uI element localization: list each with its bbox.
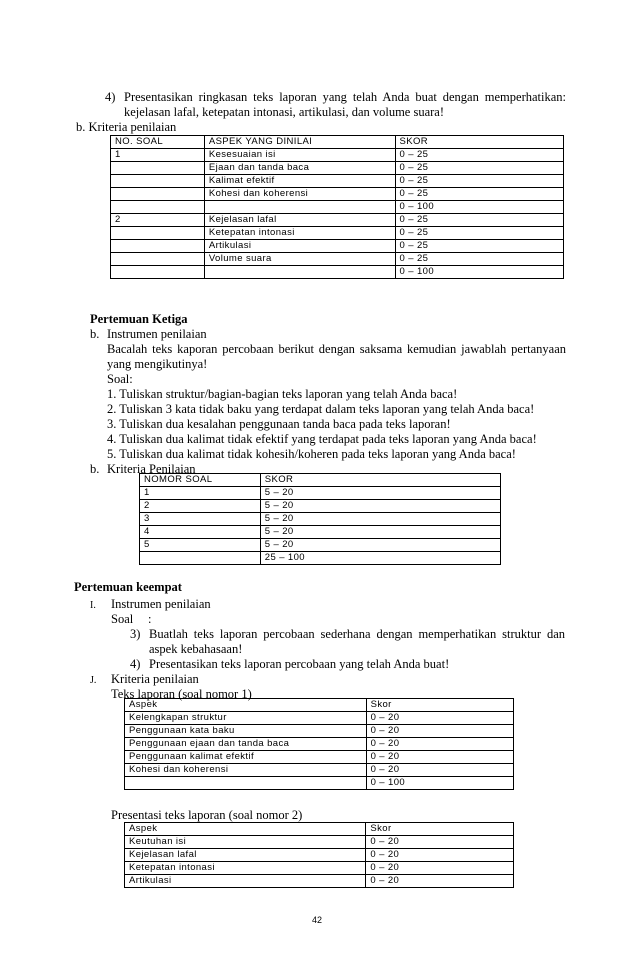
table-row xyxy=(111,175,564,188)
table-cell: 1 xyxy=(140,487,261,500)
scoring-table xyxy=(124,822,514,888)
table-cell: 0 – 25 xyxy=(395,253,564,266)
table-cell: Kejelasan lafal xyxy=(125,849,366,862)
table-header-cell: Aspek xyxy=(125,823,366,836)
list-marker: J. xyxy=(90,675,97,686)
table-body xyxy=(125,699,514,790)
table-cell: 0 – 25 xyxy=(395,227,564,240)
section-heading: b. Kriteria penilaian xyxy=(76,120,177,134)
question-item: 2. Tuliskan 3 kata tidak baku yang terdapat dalam teks laporan yang telah Anda baca! xyxy=(107,402,535,416)
table-row xyxy=(140,500,501,513)
table-cell: 4 xyxy=(140,526,261,539)
table-header-row xyxy=(125,699,514,712)
table-cell: 0 – 20 xyxy=(366,764,513,777)
instruction-text: Presentasikan teks laporan percobaan yang telah Anda buat! xyxy=(149,657,450,671)
table-row xyxy=(111,227,564,240)
table-cell: 0 – 100 xyxy=(395,266,564,279)
table-cell: 0 – 20 xyxy=(366,738,513,751)
instruction-text: Bacalah teks kaporan percobaan berikut dengan saksama kemudian jawablah pertanyaan xyxy=(107,342,566,356)
table-header-row xyxy=(111,136,564,149)
table-header-cell: SKOR xyxy=(260,474,500,487)
table-row xyxy=(140,552,501,565)
table-cell: Penggunaan ejaan dan tanda baca xyxy=(125,738,367,751)
table-cell: 0 – 20 xyxy=(366,862,514,875)
table-caption: Presentasi teks laporan (soal nomor 2) xyxy=(111,808,303,822)
page-number: 42 xyxy=(312,915,323,925)
list-number: 3) xyxy=(130,627,141,641)
table-body xyxy=(111,136,564,279)
table-row xyxy=(111,253,564,266)
subsection-title: Instrumen penilaian xyxy=(107,327,207,341)
table-row xyxy=(125,836,514,849)
table-cell: 0 – 25 xyxy=(395,240,564,253)
scoring-table xyxy=(124,698,514,790)
table-row xyxy=(125,777,514,790)
table-cell xyxy=(111,240,205,253)
table-cell xyxy=(125,777,367,790)
list-number: 4) xyxy=(105,90,116,104)
table-cell: 0 – 25 xyxy=(395,149,564,162)
subsection-title: Instrumen penilaian xyxy=(111,597,211,611)
table-cell xyxy=(111,227,205,240)
question-item: 1. Tuliskan struktur/bagian-bagian teks laporan yang telah Anda baca! xyxy=(107,387,458,401)
table-row xyxy=(125,875,514,888)
table-row xyxy=(111,188,564,201)
scoring-table xyxy=(139,473,501,565)
list-marker: I. xyxy=(90,600,96,611)
table-row xyxy=(125,751,514,764)
table-cell: 0 – 20 xyxy=(366,875,514,888)
question-item: 3. Tuliskan dua kesalahan penggunaan tanda baca pada teks laporan! xyxy=(107,417,451,431)
table-cell: Ketepatan intonasi xyxy=(125,862,366,875)
table-cell: 1 xyxy=(111,149,205,162)
table-header-row xyxy=(125,823,514,836)
table-cell: 5 – 20 xyxy=(260,526,500,539)
table-cell: 25 – 100 xyxy=(260,552,500,565)
table-cell: 0 – 100 xyxy=(366,777,513,790)
table-cell: Volume suara xyxy=(204,253,395,266)
table-cell: 0 – 20 xyxy=(366,849,514,862)
question-item: 5. Tuliskan dua kalimat tidak kohesih/koheren pada teks laporan yang Anda baca! xyxy=(107,447,516,461)
table-row xyxy=(125,725,514,738)
table-cell xyxy=(111,253,205,266)
section-heading: Pertemuan Ketiga xyxy=(90,312,188,326)
table-caption: Teks laporan (soal nomor 1) xyxy=(111,687,252,701)
list-marker: b. xyxy=(90,327,100,341)
table-cell: Kohesi dan koherensi xyxy=(125,764,367,777)
subsection-title: Kriteria penilaian xyxy=(111,672,199,686)
table-row xyxy=(111,240,564,253)
list-marker: b. xyxy=(90,462,100,476)
instruction-text: kejelasan lafal, ketepatan intonasi, artikulasi, dan volume suara! xyxy=(124,105,445,119)
table-cell: 0 – 20 xyxy=(366,836,514,849)
table-cell: Kesesuaian isi xyxy=(204,149,395,162)
table-row xyxy=(125,738,514,751)
table-cell: Penggunaan kata baku xyxy=(125,725,367,738)
question-item: 4. Tuliskan dua kalimat tidak efektif yang terdapat pada teks laporan yang Anda baca! xyxy=(107,432,537,446)
table-row xyxy=(125,862,514,875)
table-cell: Kohesi dan koherensi xyxy=(204,188,395,201)
table-header-cell: NOMOR SOAL xyxy=(140,474,261,487)
table-cell xyxy=(204,201,395,214)
table-row xyxy=(125,712,514,725)
table-row xyxy=(111,266,564,279)
table-cell: 0 – 100 xyxy=(395,201,564,214)
table-cell xyxy=(111,201,205,214)
table-cell: 3 xyxy=(140,513,261,526)
instruction-text: Buatlah teks laporan percobaan sederhana dengan memperhatikan struktur dan xyxy=(149,627,565,641)
table-cell: 5 – 20 xyxy=(260,500,500,513)
table-header-row xyxy=(140,474,501,487)
table-cell: 2 xyxy=(111,214,205,227)
table-row xyxy=(140,487,501,500)
table-cell xyxy=(111,188,205,201)
table-cell: 5 – 20 xyxy=(260,513,500,526)
table-row xyxy=(140,539,501,552)
table-header-cell: Aspek xyxy=(125,699,367,712)
subsection-title: Kriteria Penilaian xyxy=(107,462,196,476)
table-cell xyxy=(111,162,205,175)
table-row xyxy=(140,513,501,526)
table-header-cell: Skor xyxy=(366,823,514,836)
table-cell xyxy=(204,266,395,279)
list-number: 4) xyxy=(130,657,141,671)
instruction-text: Presentasikan ringkasan teks laporan yang telah Anda buat dengan memperhatikan: xyxy=(124,90,566,104)
table-cell: Ketepatan intonasi xyxy=(204,227,395,240)
table-cell: 0 – 25 xyxy=(395,175,564,188)
table-cell: 5 – 20 xyxy=(260,539,500,552)
table-cell: 5 xyxy=(140,539,261,552)
table-cell: Keutuhan isi xyxy=(125,836,366,849)
table-header-cell: SKOR xyxy=(395,136,564,149)
table-cell: 2 xyxy=(140,500,261,513)
table-cell: 0 – 20 xyxy=(366,712,513,725)
table-cell: 5 – 20 xyxy=(260,487,500,500)
table-cell: 0 – 25 xyxy=(395,162,564,175)
table-cell: 0 – 25 xyxy=(395,214,564,227)
section-heading: Pertemuan keempat xyxy=(74,580,182,594)
scoring-table xyxy=(110,135,564,279)
soal-colon: : xyxy=(148,612,152,626)
table-cell: Artikulasi xyxy=(204,240,395,253)
instruction-text: yang mengikutinya! xyxy=(107,357,208,371)
table-header-cell: Skor xyxy=(366,699,513,712)
table-header-cell: NO. SOAL xyxy=(111,136,205,149)
table-cell: Ejaan dan tanda baca xyxy=(204,162,395,175)
table-row xyxy=(140,526,501,539)
table-header-cell: ASPEK YANG DINILAI xyxy=(204,136,395,149)
table-body xyxy=(125,823,514,888)
table-cell: Kalimat efektif xyxy=(204,175,395,188)
table-row xyxy=(111,214,564,227)
table-cell: Artikulasi xyxy=(125,875,366,888)
table-cell xyxy=(140,552,261,565)
table-row xyxy=(111,149,564,162)
soal-label: Soal: xyxy=(107,372,133,386)
table-cell: Kejelasan lafal xyxy=(204,214,395,227)
table-row xyxy=(125,849,514,862)
table-cell xyxy=(111,175,205,188)
table-body xyxy=(140,474,501,565)
table-cell: Kelengkapan struktur xyxy=(125,712,367,725)
table-row xyxy=(111,201,564,214)
table-cell: 0 – 25 xyxy=(395,188,564,201)
table-cell xyxy=(111,266,205,279)
table-cell: 0 – 20 xyxy=(366,725,513,738)
table-row xyxy=(125,764,514,777)
table-cell: 0 – 20 xyxy=(366,751,513,764)
table-row xyxy=(111,162,564,175)
soal-label: Soal xyxy=(111,612,134,626)
table-cell: Penggunaan kalimat efektif xyxy=(125,751,367,764)
instruction-text: aspek kebahasaan! xyxy=(149,642,243,656)
